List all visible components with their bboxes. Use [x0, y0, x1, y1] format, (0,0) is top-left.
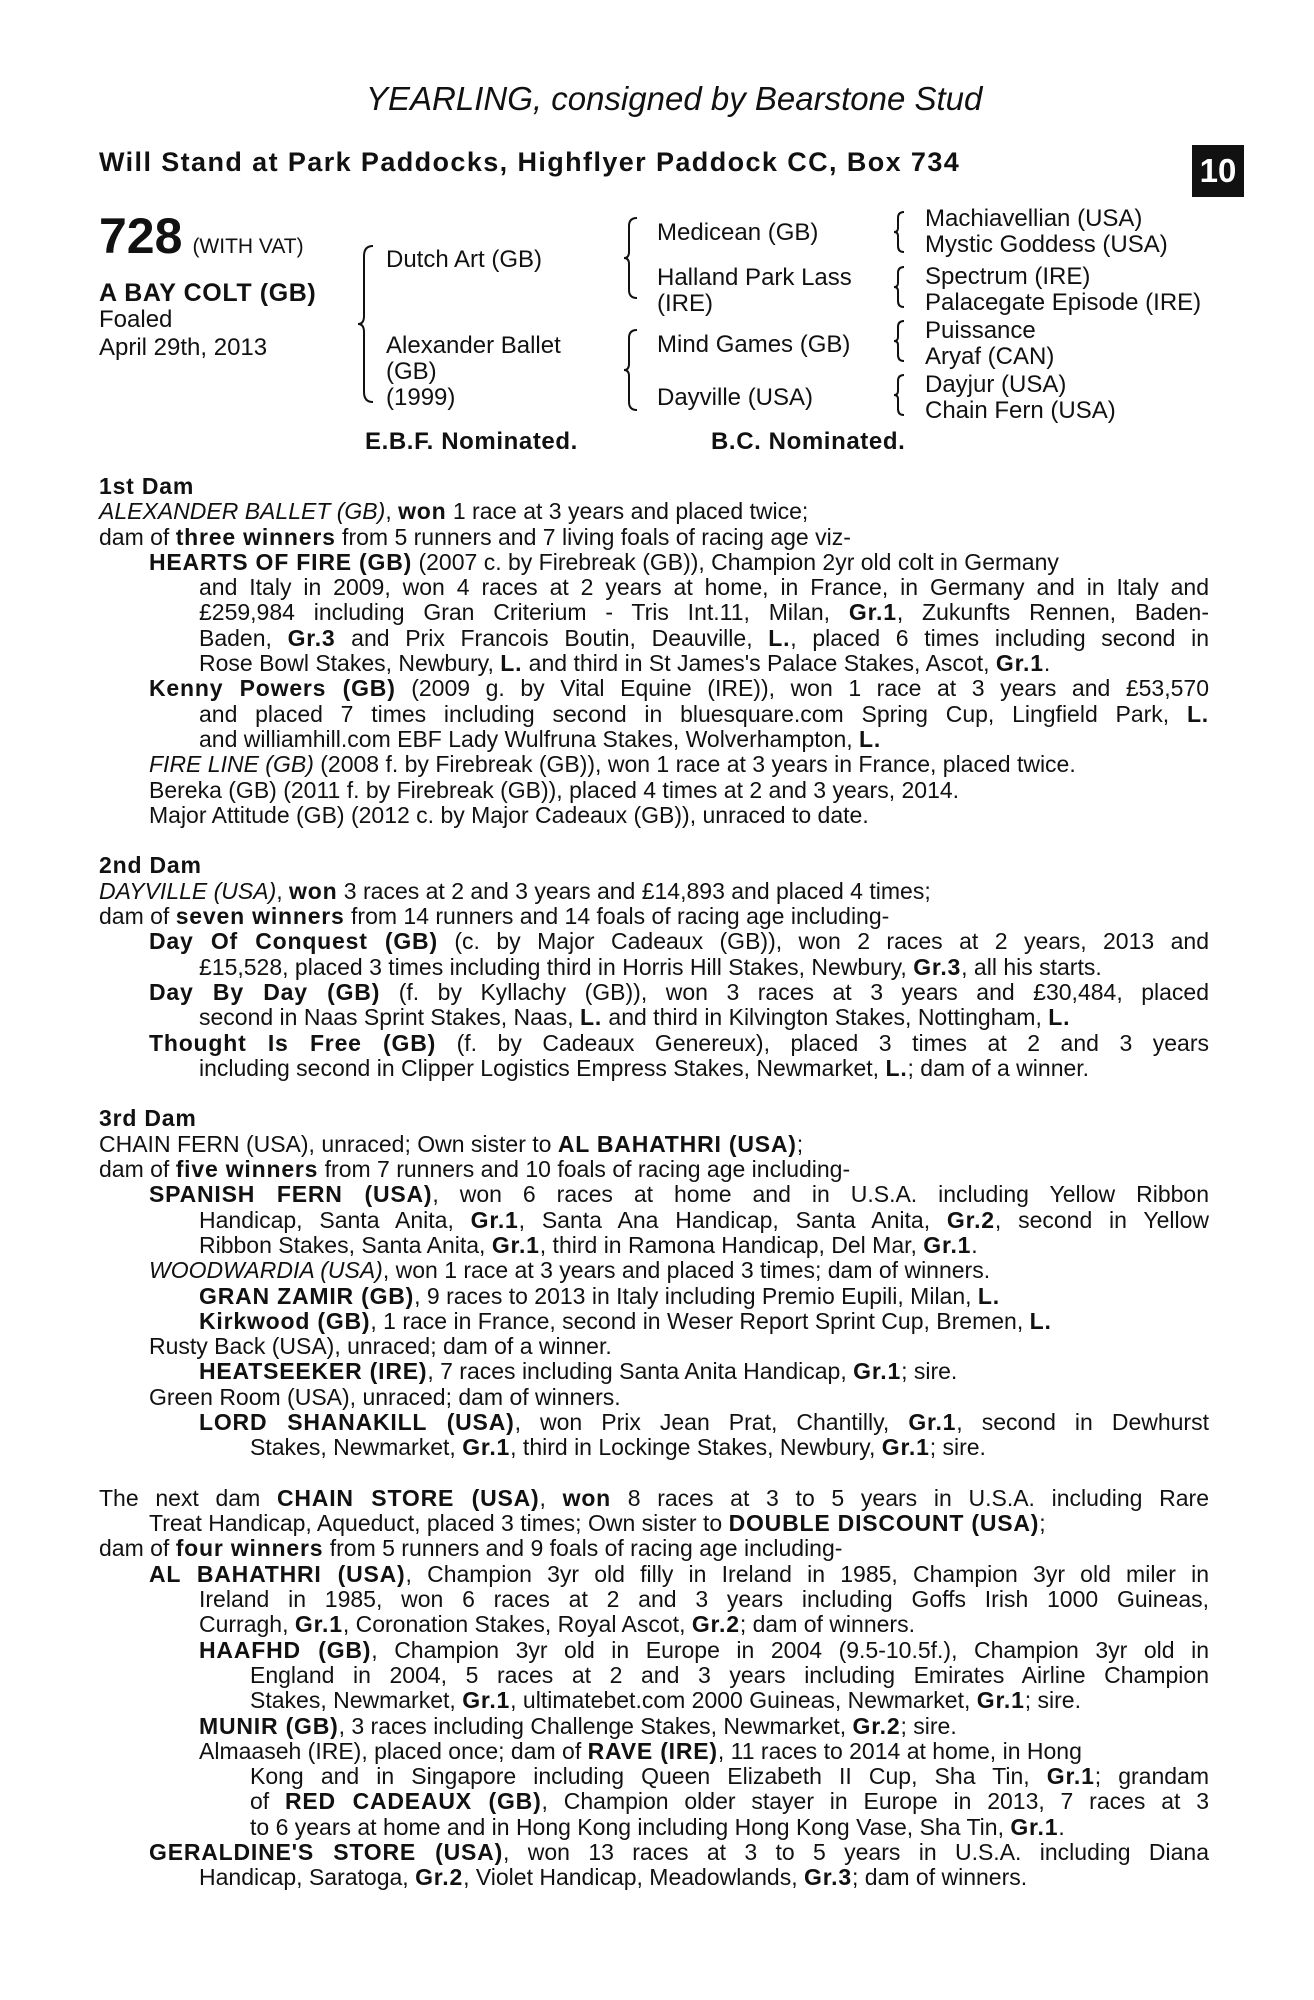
- text-line: MUNIR (GB), 3 races including Challenge Stakes, Newmarket, Gr.2; sire.: [199, 1712, 957, 1739]
- pedigree-ggp: Palacegate Episode (IRE): [925, 289, 1202, 316]
- section-heading-3rd-dam: 3rd Dam: [99, 1105, 197, 1132]
- text-line: Handicap, Santa Anita, Gr.1, Santa Ana Handicap, Santa Anita, Gr.2, second in Yellow: [199, 1206, 1210, 1233]
- text-line: Almaaseh (IRE), placed once; dam of RAVE (IRE), 11 races to 2014 at home, in Hong: [199, 1737, 1082, 1764]
- text-line: £15,528, placed 3 times including third in Horris Hill Stakes, Newbury, Gr.3, all his starts.: [199, 953, 1102, 980]
- text-line: £259,984 including Gran Criterium - Tris Int.11, Milan, Gr.1, Zukunfts Rennen, Baden-: [199, 599, 1210, 626]
- pedigree-ggp: Dayjur (USA): [925, 371, 1067, 398]
- pedigree-brace: [892, 373, 906, 417]
- text-line: Bereka (GB) (2011 f. by Firebreak (GB)), placed 4 times at 2 and 3 years, 2014.: [149, 776, 960, 803]
- text-line: Major Attitude (GB) (2012 c. by Major Cadeaux (GB)), unraced to date.: [149, 801, 869, 828]
- text-line: Baden, Gr.3 and Prix Francois Boutin, Deauville, L., placed 6 times including second in: [199, 624, 1209, 651]
- pedigree-sire: Dutch Art (GB): [386, 246, 543, 273]
- pedigree-dam-sire: Mind Games (GB): [657, 331, 851, 358]
- text-line: Stakes, Newmarket, Gr.1, third in Lockinge Stakes, Newbury, Gr.1; sire.: [250, 1434, 986, 1461]
- text-line: and Italy in 2009, won 4 races at 2 years at home, in France, in Germany and in Italy and: [199, 574, 1209, 601]
- text-line: GRAN ZAMIR (GB), 9 races to 2013 in Italy including Premio Eupili, Milan, L.: [199, 1282, 1000, 1309]
- text-line: England in 2004, 5 races at 2 and 3 years including Emirates Airline Champion: [250, 1661, 1209, 1688]
- text-line: Curragh, Gr.1, Coronation Stakes, Royal Ascot, Gr.2; dam of winners.: [199, 1611, 915, 1638]
- text-line: SPANISH FERN (USA), won 6 races at home and in U.S.A. including Yellow Ribbon: [149, 1181, 1209, 1208]
- pedigree-sire-dam-line1: Halland Park Lass: [657, 264, 852, 291]
- text-line: Kirkwood (GB), 1 race in France, second in Weser Report Sprint Cup, Bremen, L.: [199, 1307, 1052, 1334]
- text-line: including second in Clipper Logistics Empress Stakes, Newmarket, L.; dam of a winner.: [199, 1054, 1090, 1081]
- section-heading-1st-dam: 1st Dam: [99, 473, 195, 499]
- text-line: Day Of Conquest (GB) (c. by Major Cadeaux (GB)), won 2 races at 2 years, 2013 and: [149, 928, 1209, 955]
- stand-location: Will Stand at Park Paddocks, Highflyer Paddock CC, Box 734: [99, 147, 961, 177]
- text-line: Day By Day (GB) (f. by Kyllachy (GB)), won 3 races at 3 years and £30,484, placed: [149, 978, 1210, 1005]
- text-line: HAAFHD (GB), Champion 3yr old in Europe in 2004 (9.5-10.5f.), Champion 3yr old in: [199, 1636, 1209, 1663]
- pedigree-ggp: Puissance: [925, 317, 1036, 344]
- text-line: LORD SHANAKILL (USA), won Prix Jean Prat, Chantilly, Gr.1, second in Dewhurst: [199, 1408, 1209, 1435]
- text-line: dam of three winners from 5 runners and 7 living foals of racing age viz-: [99, 523, 851, 550]
- foaled-label: Foaled: [99, 306, 173, 333]
- text-line: second in Naas Sprint Stakes, Naas, L. and third in Kilvington Stakes, Nottingham, L.: [199, 1004, 1071, 1031]
- ebf-nomination: E.B.F. Nominated.: [365, 428, 578, 455]
- text-line: Rose Bowl Stakes, Newbury, L. and third in St James's Palace Stakes, Ascot, Gr.1.: [199, 650, 1051, 677]
- text-line: AL BAHATHRI (USA), Champion 3yr old filly in Ireland in 1985, Champion 3yr old miler in: [149, 1560, 1209, 1587]
- text-line: Kenny Powers (GB) (2009 g. by Vital Equine (IRE)), won 1 race at 3 years and £53,570: [149, 675, 1209, 702]
- text-line: ALEXANDER BALLET (GB), won 1 race at 3 years and placed twice;: [99, 498, 809, 525]
- pedigree-brace: [892, 265, 906, 309]
- text-line: HEARTS OF FIRE (GB) (2007 c. by Firebreak (GB)), Champion 2yr old colt in Germany: [149, 548, 1059, 575]
- pedigree-brace: [622, 216, 640, 300]
- text-line: Kong and in Singapore including Queen Elizabeth II Cup, Sha Tin, Gr.1; grandam: [250, 1763, 1209, 1790]
- text-line: Ireland in 1985, won 6 races at 2 and 3 years including Goffs Irish 1000 Guineas,: [199, 1586, 1209, 1613]
- vat-note: (WITH VAT): [192, 235, 304, 258]
- pedigree-sire-dam-line2: (IRE): [657, 290, 713, 317]
- pedigree-brace: [356, 244, 376, 404]
- lot-heading: [99, 207, 304, 265]
- text-line: Rusty Back (USA), unraced; dam of a winner.: [149, 1333, 612, 1360]
- pedigree-dam-line1: Alexander Ballet: [386, 332, 561, 359]
- spacer: [99, 1461, 1209, 1486]
- section-heading-2nd-dam: 2nd Dam: [99, 852, 202, 879]
- pedigree-dam-dam: Dayville (USA): [657, 384, 814, 411]
- pedigree-dam-line3: (1999): [386, 384, 456, 411]
- text-line: and williamhill.com EBF Lady Wulfruna Stakes, Wolverhampton, L.: [199, 725, 882, 752]
- bc-nomination: B.C. Nominated.: [711, 428, 906, 455]
- lot-number: 728: [99, 208, 183, 264]
- pedigree-brace: [892, 319, 906, 363]
- pedigree-ggp: Mystic Goddess (USA): [925, 231, 1168, 258]
- pedigree-ggp: Spectrum (IRE): [925, 263, 1091, 290]
- text-line: CHAIN FERN (USA), unraced; Own sister to AL BAHATHRI (USA);: [99, 1130, 804, 1157]
- text-line: dam of seven winners from 14 runners and 14 foals of racing age including-: [99, 903, 890, 930]
- text-line: and placed 7 times including second in bluesquare.com Spring Cup, Lingfield Park, L.: [199, 700, 1209, 727]
- pedigree-ggp: Aryaf (CAN): [925, 343, 1055, 370]
- spacer: [99, 1081, 1209, 1106]
- text-line: dam of five winners from 7 runners and 10 foals of racing age including-: [99, 1156, 851, 1183]
- text-line: GERALDINE'S STORE (USA), won 13 races at 3 to 5 years in U.S.A. including Diana: [149, 1839, 1209, 1866]
- logo-text: 10: [1199, 152, 1237, 189]
- text-line: dam of four winners from 5 runners and 9 foals of racing age including-: [99, 1535, 843, 1562]
- text-line: Handicap, Saratoga, Gr.2, Violet Handicap, Meadowlands, Gr.3; dam of winners.: [199, 1864, 1028, 1891]
- pedigree-brace: [892, 210, 906, 254]
- pedigree-brace: [622, 328, 640, 412]
- text-line: of RED CADEAUX (GB), Champion older stayer in Europe in 2013, 7 races at 3: [250, 1788, 1210, 1815]
- text-line: Ribbon Stakes, Santa Anita, Gr.1, third in Ramona Handicap, Del Mar, Gr.1.: [199, 1231, 978, 1258]
- text-line: Thought Is Free (GB) (f. by Cadeaux Genereux), placed 3 times at 2 and 3 years: [149, 1029, 1209, 1056]
- text-line: FIRE LINE (GB) (2008 f. by Firebreak (GB)), won 1 race at 3 years in France, placed twice.: [149, 751, 1076, 778]
- tattersalls-10-icon: [1192, 145, 1244, 197]
- text-line: HEATSEEKER (IRE), 7 races including Santa Anita Handicap, Gr.1; sire.: [199, 1358, 958, 1385]
- text-line: Stakes, Newmarket, Gr.1, ultimatebet.com 2000 Guineas, Newmarket, Gr.1; sire.: [250, 1687, 1081, 1714]
- pedigree-ggp: Chain Fern (USA): [925, 397, 1116, 424]
- lot-title: A BAY COLT (GB): [99, 279, 317, 307]
- text-line: DAYVILLE (USA), won 3 races at 2 and 3 years and £14,893 and placed 4 times;: [99, 877, 931, 904]
- text-line: The next dam CHAIN STORE (USA), won 8 races at 3 to 5 years in U.S.A. including Rare: [99, 1484, 1209, 1511]
- pedigree-dam-line2: (GB): [386, 358, 437, 385]
- consignment-line: YEARLING, consigned by Bearstone Stud: [366, 80, 983, 117]
- text-line: Green Room (USA), unraced; dam of winners.: [149, 1383, 621, 1410]
- spacer: [99, 828, 1209, 853]
- text-line: WOODWARDIA (USA), won 1 race at 3 years and placed 3 times; dam of winners.: [149, 1257, 991, 1284]
- text-line: Treat Handicap, Aqueduct, placed 3 times; Own sister to DOUBLE DISCOUNT (USA);: [149, 1510, 1046, 1537]
- pedigree-sire-sire: Medicean (GB): [657, 219, 819, 246]
- pedigree-ggp: Machiavellian (USA): [925, 205, 1143, 232]
- text-line: to 6 years at home and in Hong Kong including Hong Kong Vase, Sha Tin, Gr.1.: [250, 1813, 1065, 1840]
- foaled-date: April 29th, 2013: [99, 334, 268, 361]
- produce-record: [99, 474, 1209, 1891]
